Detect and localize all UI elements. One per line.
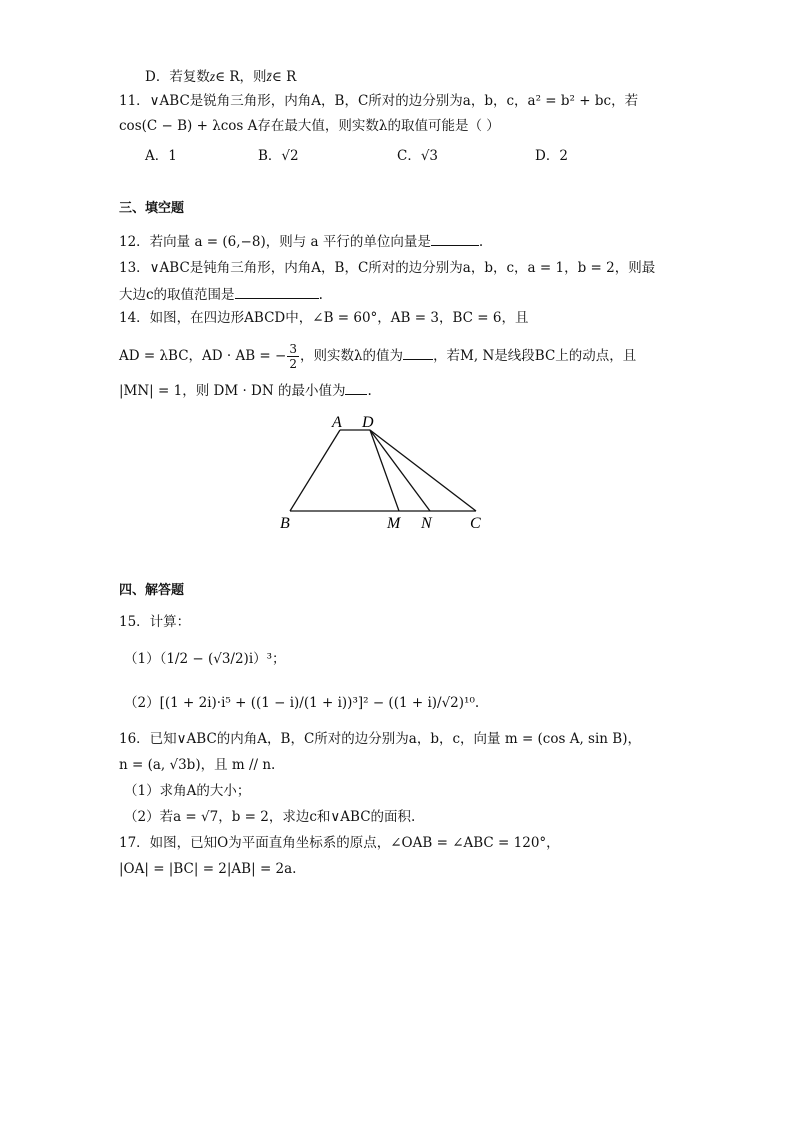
label-b: B [280,515,290,532]
q14-fraction-num: 3 [289,342,297,356]
q16-part1: （1）求角A的大小； [124,783,251,799]
q13-answer-blank [235,284,319,299]
q11-option-d: D．2 [535,148,568,164]
q10-in-r: ∈ R [215,69,240,85]
segment-ab [290,430,340,511]
q14-end: . [367,383,372,399]
q15-part2: （2）[(1 + 2i)·i⁵ + ((1 − i)/(1 + i))³]² − ((1 + i)/√2)¹⁰. [124,695,480,711]
q11-line2: cos(C − B) + λcos A存在最大值，则实数λ的取值可能是（ ） [119,118,500,134]
q13-line2 [119,284,323,304]
q16-line1: 16．已知∨ABC的内角A，B，C所对的边分别为a，b，c，向量 m = (cos A, sin B)， [119,731,641,747]
q17-line2: |OA| = |BC| = 2|AB| = 2a. [119,861,297,877]
section-fill-in-title: 三、填空题 [119,201,185,216]
q16-part2: （2）若a = √7，b = 2，求边c和∨ABC的面积. [124,809,416,825]
label-d: D [362,414,374,431]
q12-text [119,231,483,251]
q13-line1: 13．∨ABC是钝角三角形，内角A，B，C所对的边分别为a，b，c，a = 1，b = 2，则最 [119,260,656,276]
q12-answer-blank [431,231,479,246]
q10-z: z [209,69,216,84]
q11-line1: 11．∨ABC是锐角三角形，内角A，B，C所对的边分别为a，b，c，a² = b² + bc，若 [119,93,639,109]
q10-in-r2: ∈ R [271,69,297,85]
q15-part1: （1）（1/2 − (√3/2)i）³； [124,651,286,667]
segment-dm [370,430,399,511]
q15-title: 15．计算： [119,614,191,630]
label-n: N [421,515,432,532]
q14-answer-blank-2 [345,380,367,395]
q10-option-d-rest: ，则 [239,69,267,85]
q14-line1: 14．如图，在四边形ABCD中，∠B = 60°，AB = 3，BC = 6，且 [119,310,529,326]
segment-dn [370,430,430,511]
q11-option-b: B．√2 [258,148,299,164]
q17-line1: 17．如图，已知O为平面直角坐标系的原点，∠OAB = ∠ABC = 120°， [119,835,560,851]
q13-end: . [318,287,323,303]
section-answer-title: 四、解答题 [119,583,185,598]
q10-option-d-label: D．若复数 [145,69,210,85]
q14-fraction-den: 2 [289,357,297,371]
q14-lambda-question: ，则实数λ的值为 [300,348,404,364]
label-a: A [332,414,342,431]
q14-line2 [119,342,636,371]
q14-answer-blank-1 [403,345,433,360]
q14-vector-condition: AD = λBC，AD · AB = − [119,348,287,364]
q12-question: 12．若向量 a = (6,−8)，则与 a 平行的单位向量是 [119,234,431,250]
q13-question: 大边c的取值范围是 [119,287,235,303]
q11-option-c: C．√3 [397,148,439,164]
q11-option-a: A．1 [145,148,177,164]
segment-dc [370,430,476,511]
q10-zbar: z̄ [266,69,272,84]
q16-line2: n = (a, √3b)，且 m // n. [119,757,276,773]
q14-mn-condition: ，若M, N是线段BC上的动点，且 [433,348,637,364]
label-m: M [387,515,401,532]
label-c: C [470,515,481,532]
q14-fraction [287,342,299,371]
q12-end: . [478,234,484,250]
q14-min-question: |MN| = 1，则 DM · DN 的最小值为 [119,383,346,399]
q10-option-d [145,68,296,86]
q14-line3 [119,380,372,400]
q14-trapezoid-figure [270,405,510,540]
